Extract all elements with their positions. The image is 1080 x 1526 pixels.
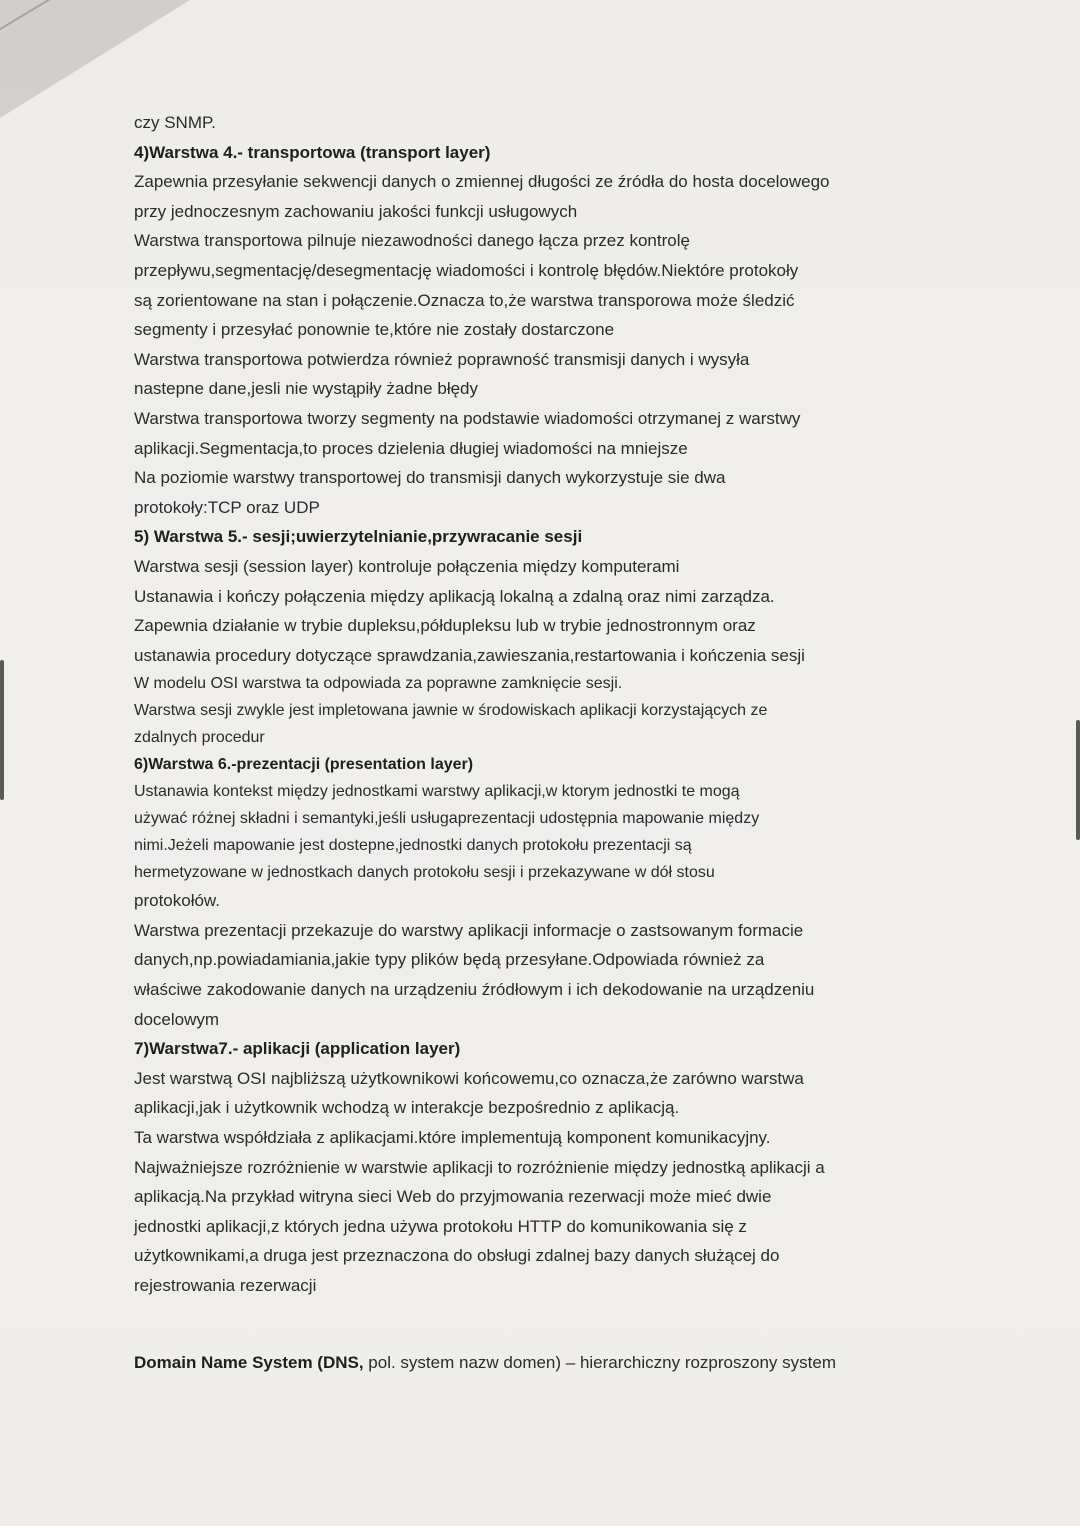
section-heading-session: 5) Warstwa 5.- sesji;uwierzytelnianie,przywracanie sesji: [134, 527, 583, 547]
section-heading-presentation: 6)Warstwa 6.-prezentacji (presentation layer): [134, 756, 474, 774]
text-line: właściwe zakodowanie danych na urządzeniu źródłowym i ich dekodowanie na urządzeniu: [134, 980, 815, 1000]
text-line: użytkownikami,a druga jest przeznaczona do obsługi zdalnej bazy danych służącej do: [134, 1246, 780, 1266]
section-heading-application: 7)Warstwa7.- aplikacji (application layer): [134, 1039, 461, 1059]
text-line: aplikacją.Na przykład witryna sieci Web do przyjmowania rezerwacji może mieć dwie: [134, 1187, 772, 1207]
text-line: Ustanawia kontekst między jednostkami warstwy aplikacji,w ktorym jednostki te mogą: [134, 783, 740, 801]
text-line: nimi.Jeżeli mapowanie jest dostepne,jednostki danych protokołu prezentacji są: [134, 837, 692, 855]
text-line: Jest warstwą OSI najbliższą użytkownikowi końcowemu,co oznacza,że zarówno warstwa: [134, 1068, 804, 1088]
text-line: Warstwa transportowa pilnuje niezawodności danego łącza przez kontrolę: [134, 231, 690, 251]
text-line: danych,np.powiadamiania,jakie typy plików będą przesyłane.Odpowiada również za: [134, 950, 765, 970]
text-line: Ta warstwa współdziała z aplikacjami.które implementują komponent komunikacyjny.: [134, 1128, 771, 1148]
text-line: protokoły:TCP oraz UDP: [134, 497, 320, 517]
text-line: hermetyzowane w jednostkach danych protokołu sesji i przekazywane w dół stosu: [134, 864, 715, 882]
dns-description: pol. system nazw domen) – hierarchiczny rozproszony system: [363, 1353, 836, 1372]
text-line: przy jednoczesnym zachowaniu jakości funkcji usługowych: [134, 201, 578, 221]
text-line: rejestrowania rezerwacji: [134, 1276, 317, 1295]
text-line: Warstwa transportowa potwierdza również poprawność transmisji danych i wysyła: [134, 349, 750, 369]
text-line: są zorientowane na stan i połączenie.Oznacza to,że warstwa transporowa może śledzić: [134, 290, 795, 310]
text-line: czy SNMP.: [134, 113, 216, 132]
document-body: [134, 108, 1014, 1301]
text-line: W modelu OSI warstwa ta odpowiada za poprawne zamknięcie sesji.: [134, 675, 623, 693]
page-corner-shadow: [0, 0, 190, 118]
text-line: używać różnej składni i semantyki,jeśli usługaprezentacji udostępnia mapowanie między: [134, 810, 760, 828]
text-line: Zapewnia przesyłanie sekwencji danych o zmiennej długości ze źródła do hosta docelowego: [134, 172, 830, 192]
text-line: Warstwa sesji zwykle jest impletowana jawnie w środowiskach aplikacji korzystających ze: [134, 702, 768, 720]
section-heading-transport: 4)Warstwa 4.- transportowa (transport layer): [134, 142, 491, 162]
text-line: Ustanawia i kończy połączenia między aplikacją lokalną a zdalną oraz nimi zarządza.: [134, 586, 775, 606]
text-line: Warstwa transportowa tworzy segmenty na podstawie wiadomości otrzymanej z warstwy: [134, 408, 801, 428]
text-line: jednostki aplikacji,z których jedna używa protokołu HTTP do komunikowania się z: [134, 1216, 747, 1236]
text-line: Warstwa sesji (session layer) kontroluje połączenia między komputerami: [134, 556, 680, 576]
left-edge-mark: [0, 660, 4, 800]
text-line: protokołów.: [134, 891, 220, 911]
text-line: docelowym: [134, 1009, 220, 1029]
text-line: nastepne dane,jesli nie wystąpiły żadne błędy: [134, 379, 479, 399]
text-line: aplikacji,jak i użytkownik wchodzą w interakcje bezpośrednio z aplikacją.: [134, 1098, 680, 1118]
text-line: ustanawia procedury dotyczące sprawdzania,zawieszania,restartowania i kończenia sesji: [134, 645, 805, 665]
text-line: Warstwa prezentacji przekazuje do warstwy aplikacji informacje o zastsowanym formacie: [134, 920, 804, 940]
text-line: przepływu,segmentację/desegmentację wiadomości i kontrolę błędów.Niektóre protokoły: [134, 260, 799, 280]
dns-term: Domain Name System (DNS,: [134, 1353, 364, 1372]
text-line: Najważniejsze rozróżnienie w warstwie aplikacji to rozróżnienie między jednostką aplikacji a: [134, 1157, 825, 1177]
text-line: zdalnych procedur: [134, 729, 265, 747]
dns-definition: [134, 1348, 1034, 1378]
right-edge-mark: [1076, 720, 1080, 840]
text-line: Zapewnia działanie w trybie dupleksu,półdupleksu lub w trybie jednostronnym oraz: [134, 616, 756, 636]
text-line: Na poziomie warstwy transportowej do transmisji danych wykorzystuje sie dwa: [134, 468, 726, 488]
text-line: aplikacji.Segmentacja,to proces dzielenia długiej wiadomości na mniejsze: [134, 438, 688, 458]
text-line: segmenty i przesyłać ponownie te,które nie zostały dostarczone: [134, 320, 615, 340]
